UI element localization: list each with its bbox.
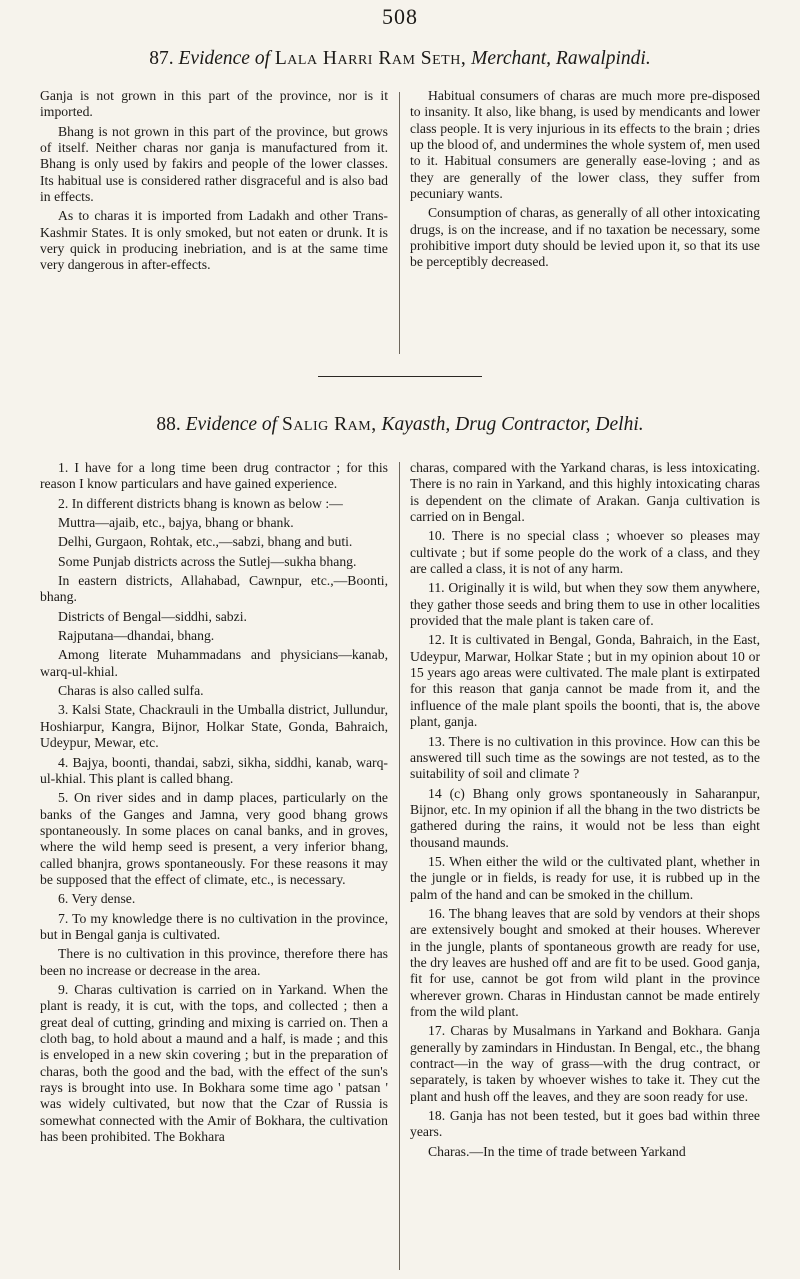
paragraph: Delhi, Gurgaon, Rohtak, etc.,—sabzi, bhang and buti. [58, 534, 353, 550]
section-88-heading [0, 414, 800, 436]
paragraph: 11. Originally it is wild, but when they sow them anywhere, they gather those seeds and bring them to use in other localities provided that the male plant is taken care of. [410, 580, 760, 629]
paragraph: 9. Charas cultivation is carried on in Yarkand. When the plant is ready, it is cut, with the tops, and collected ; then a great deal of cutting, grinding and mixing is carried on. Then a cloth bag, to hold about a maund and a half, is made ; and this is enveloped in a new skin covering ; but in the preparation of charas, both the good and the bad, with the effect of the sun's rays is brought into use. In Bokhara some time ago ' patsan ' was widely cultivated, but now that the Czar of Russia is somewhat connected with the Amir of Bokhara, the cultivation has been prohibited. The Bokhara [40, 981, 388, 1145]
paragraph: Charas is also called sulfa. [58, 683, 204, 699]
section-87-prefix: Evidence of [178, 48, 270, 69]
paragraph: charas, compared with the Yarkand charas, is less intoxicating. There is no rain in Yarkand, and this highly intoxicating charas is dependent on the climate of Arakan. Ganja cultivation is carried on in Bengal. [410, 460, 760, 525]
paragraph: 18. Ganja has not been tested, but it goes bad within three years. [410, 1108, 760, 1140]
section-87-right-column [410, 88, 760, 274]
section-88-right-column [410, 460, 760, 1163]
paragraph: Muttra—ajaib, etc., bajya, bhang or bhank. [58, 515, 294, 531]
paragraph: In eastern districts, Allahabad, Cawnpur, etc.,—Boonti, bhang. [40, 573, 388, 605]
paragraph: Among literate Muhammadans and physicians—kanab, warq-ul-khial. [40, 647, 388, 679]
paragraph: 2. In different districts bhang is known as below :— [58, 495, 343, 511]
paragraph: 17. Charas by Musalmans in Yarkand and Bokhara. Ganja generally by zamindars in Hindustan. In Bengal, etc., the bhang contract—in the way of grass—with the drug contract, or separately, is taken by whoever wishes to take it. They cut the plant and hush off the leaves, and they are soon ready for use. [410, 1023, 760, 1104]
section-88-left-column [40, 460, 388, 1148]
column-divider [399, 462, 400, 1270]
column-divider [399, 92, 400, 354]
section-87-witness-name: Lala Harri Ram Seth, [274, 48, 467, 69]
paragraph: 7. To my knowledge there is no cultivation in the province, but in Bengal ganja is cultivated. [40, 910, 388, 942]
section-separator-rule [318, 376, 482, 377]
section-88-number: 88. [156, 414, 181, 435]
section-88-witness-name: Salig Ram, [281, 414, 377, 435]
paragraph: 1. I have for a long time been drug contractor ; for this reason I know particulars and have gained experience. [40, 460, 388, 492]
paragraph: As to charas it is imported from Ladakh and other Trans-Kashmir States. It is only smoked, but not eaten or drunk. It is very quick in producing inebriation, and is at the same time very dangerous in after-effects. [40, 208, 388, 273]
paragraph: 6. Very dense. [58, 891, 136, 907]
paragraph: Charas.—In the time of trade between Yarkand [428, 1143, 686, 1159]
section-87-witness-role: Merchant, Rawalpindi. [471, 48, 651, 69]
section-87-heading [0, 48, 800, 70]
paragraph: Bhang is not grown in this part of the province, but grows of itself. Neither charas nor ganja is manufactured from it. Bhang is only used by fakirs and people of the lower classes. Its habitual use is considered rather disgraceful and is also bad in effects. [40, 123, 388, 205]
paragraph: 4. Bajya, boonti, thandai, sabzi, sikha, siddhi, kanab, warq-ul-khial. This plant is called bhang. [40, 754, 388, 786]
paragraph: 12. It is cultivated in Bengal, Gonda, Bahraich, in the East, Udeypur, Marwar, Holkar State ; but in my opinion about 10 or 15 years ago areas were cultivated. The male plant is extirpated for this reason that ganja cannot be made from it, and the influence of the male plant spoils the boonti, that is, the above plant, ganja. [410, 632, 760, 730]
paragraph: There is no cultivation in this province, therefore there has been no increase or decrease in the area. [40, 946, 388, 978]
paragraph: Rajputana—dhandai, bhang. [58, 628, 215, 644]
paragraph: Habitual consumers of charas are much more pre-disposed to insanity. It also, like bhang, is used by mendicants and lower class people. It is very injurious in its effects to the brain ; dries up the blood of, and undermines the whole system of, men used to it. Habitual consumers are generally ease-loving ; and as they are generally of the lower class, they suffer from pecuniary wants. [410, 88, 760, 202]
paragraph: Ganja is not grown in this part of the province, nor is it imported. [40, 88, 388, 120]
paragraph: 14 (c) Bhang only grows spontaneously in Saharanpur, Bijnor, etc. In my opinion if all the bhang in the two districts be gathered during the rains, it would not be less than eight thousand maunds. [410, 785, 760, 850]
paragraph: 5. On river sides and in damp places, particularly on the banks of the Ganges and Jamna, very good bhang grows spontaneously. In some places on canal banks, and in groves, where the wild hemp seed is present, a very inferior bhang, called bhanjra, grows spontaneously. For these reasons it may be supposed that the effect of climate, etc., is necessary. [40, 790, 388, 887]
paragraph: 10. There is no special class ; whoever so pleases may cultivate ; but if some people do the work of a class, and they are called a class, it is not of any harm. [410, 528, 760, 577]
page-number: 508 [382, 4, 418, 29]
paragraph: Consumption of charas, as generally of all other intoxicating drugs, is on the increase, and if no taxation be necessary, some prohibitive import duty should be levied upon it, so that its use be perceptibly decreased. [410, 205, 760, 270]
paragraph: 3. Kalsi State, Chackrauli in the Umballa district, Jullundur, Hoshiarpur, Kangra, Bijnor, Holkar State, Gonda, Bahraich, Udeypur, Mewar, etc. [40, 702, 388, 751]
paragraph: 16. The bhang leaves that are sold by vendors at their shops are extensively bought and smoked at their houses. Wherever in the jungle, plants of spontaneous growth are ready for use, the dry leaves are hushed off and are fit to be used. Good ganja, fit for use, cannot be got from wild plant in the province wherever grown. Charas in Hindustan cannot be made entirely from the wild plant. [410, 905, 760, 1019]
paragraph: 15. When either the wild or the cultivated plant, whether in the jungle or in fields, is ready for use, it is rubbed up in the palm of the hand and can be smoked in the chillum. [410, 853, 760, 902]
paragraph: 13. There is no cultivation in this province. How can this be answered till such time as the sowings are not tested, as to the suitability of soil and climate ? [410, 733, 760, 782]
section-88-witness-role: Kayasth, Drug Contractor, Delhi. [381, 414, 644, 435]
section-87-number: 87. [149, 48, 174, 69]
section-87-left-column [40, 88, 388, 277]
section-88-prefix: Evidence of [185, 414, 278, 435]
paragraph: Some Punjab districts across the Sutlej—sukha bhang. [58, 553, 357, 569]
paragraph: Districts of Bengal—siddhi, sabzi. [58, 608, 247, 624]
